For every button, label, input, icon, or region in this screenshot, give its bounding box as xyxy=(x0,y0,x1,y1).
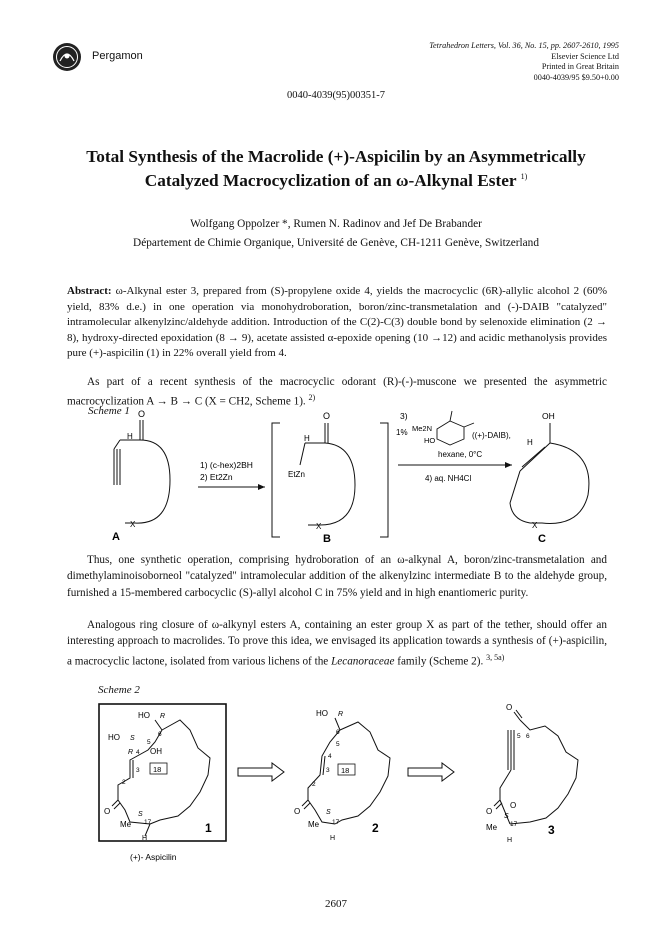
c3-s: S xyxy=(504,813,509,820)
c2-n6: 6 xyxy=(336,729,340,736)
c3-n17: 17 xyxy=(510,821,518,828)
journal-info xyxy=(319,41,619,83)
scheme-1-label-a: A xyxy=(112,531,120,543)
price-line: 0040-4039/95 $9.50+0.00 xyxy=(533,72,619,82)
c3-o-ester: O xyxy=(510,801,517,810)
journal-citation: Tetrahedron Letters, Vol. 36, No. 15, pp. 2607-2610, 1995 xyxy=(429,41,619,50)
abstract-text: ω-Alkynal ester 3, prepared from (S)-propylene oxide 4, yields the macrocyclic (6R)-allylic alcohol 2 (60% yield, 83% d.e.) in one operation via monohydroboration, boron/zinc-transmetalation and (-)-DAIB "catalyzed" intramolecular alkenylzinc/aldehyde addition. Introduction of the C(2)-C(3) double bond by selenoxide elimination (2 → 8), hydroxy-directed epoxidation (8 → 9), acetate assisted α-epoxide opening (10 →12) and acidic methanolysis provides pure (+)-aspicilin (1) in 22% overall yield from 4. xyxy=(67,285,608,360)
scheme-1-conditions: hexane, 0°C xyxy=(438,450,483,459)
c2-ring-size: 18 xyxy=(341,766,350,775)
c1-r-top: R xyxy=(160,713,166,720)
c1-n6: 6 xyxy=(158,731,162,738)
intro-paragraph: As part of a recent synthesis of the macrocyclic odorant (R)-(-)-muscone we presented the asymmetric macrocyclization A → B → C (X = CH2, Scheme 1). $^{2)}$ xyxy=(67,376,607,409)
scheme-1-reagent-oh: HO xyxy=(424,436,436,445)
c2-s: S xyxy=(326,809,331,816)
c2-h: H xyxy=(330,835,336,842)
scheme-1-a-hydrogen: H xyxy=(127,432,133,441)
c3-n5: 5 xyxy=(517,733,521,740)
scheme-1-reagent-amine: Me2N xyxy=(412,424,433,433)
c2-me: Me xyxy=(308,820,320,829)
c3-n6: 6 xyxy=(526,733,530,740)
c2-n4: 4 xyxy=(328,753,332,760)
c1-h: H xyxy=(142,835,148,842)
scheme-1-label-b: B xyxy=(323,533,331,545)
c2-ho: HO xyxy=(316,709,328,718)
c1-s-mid: S xyxy=(130,735,135,742)
c1-o-carbonyl: O xyxy=(104,807,111,816)
c1-r-mid: R xyxy=(128,749,134,756)
paragraph-1: Thus, one synthetic operation, comprising hydroboration of an ω-alkynal A, boron/zinc-transmetalation and dimethylaminoisoborneol "catalyzed" intramolecular addition of the alkenylzinc intermediate B to the aldehyde group, furnished a 15-membered carbocyclic (S)-allyl alcohol C in 75% yield and in high enantiomeric purity. xyxy=(67,554,607,599)
c1-ho-mid: HO xyxy=(108,733,120,742)
paragraph-2: Analogous ring closure of ω-alkynyl esters A, containing an ester group X as part of the tether, should offer an interesting approach to macrolides. To prove this idea, we envisaged its application towards a synthesis of (+)-aspicilin, a macrocyclic lactone, isolated from various lichens of the Lecanoraceae family (Scheme 2). $^{3, 5a)}$ xyxy=(67,619,607,668)
para2-ref: 3, 5a) xyxy=(486,652,505,662)
abstract xyxy=(67,284,607,362)
scheme-1-c-oh: OH xyxy=(542,411,555,421)
c1-ho-top: HO xyxy=(138,711,150,720)
scheme-1-label: Scheme 1 xyxy=(88,405,130,417)
daib-structure-icon xyxy=(437,411,474,445)
c2-o-carbonyl: O xyxy=(294,807,301,816)
intro-ref: 2) xyxy=(308,393,316,403)
scheme-1-cat-percent: 1% xyxy=(396,428,408,437)
compound-3-structure xyxy=(494,710,578,824)
scheme-1 xyxy=(80,405,610,545)
c1-n4: 4 xyxy=(136,749,140,756)
scheme-1-c-x: X xyxy=(532,521,538,530)
publisher-name: Pergamon xyxy=(92,50,143,62)
scheme-1-daib: ((+)-DAIB), xyxy=(472,431,511,440)
scheme-1-step-2: 2) Et2Zn xyxy=(200,472,233,482)
c1-n2: 2 xyxy=(122,779,126,786)
doi: 0040-4039(95)00351-7 xyxy=(287,90,385,101)
c2-n3: 3 xyxy=(326,767,330,774)
scheme-2-arrow-2 xyxy=(408,763,454,781)
c2-n5: 5 xyxy=(336,741,340,748)
compound-2-label: 2 xyxy=(372,821,379,835)
scheme-2-arrow-1 xyxy=(238,763,284,781)
scheme-2-label: Scheme 2 xyxy=(98,684,140,696)
scheme-1-step-4: 4) aq. NH4Cl xyxy=(425,474,472,483)
title-footnote: 1) xyxy=(520,172,528,181)
authors: Wolfgang Oppolzer *, Rumen N. Radinov and Jef De Brabander xyxy=(190,218,482,230)
affiliation: Département de Chimie Organique, Université de Genève, CH-1211 Genève, Switzerland xyxy=(133,237,539,249)
printed-line: Printed in Great Britain xyxy=(541,62,619,71)
c1-s-bottom: S xyxy=(138,811,143,818)
c3-me: Me xyxy=(486,823,498,832)
c3-o-carbonyl: O xyxy=(486,807,493,816)
scheme-2 xyxy=(90,700,610,880)
scheme-1-step-3: 3) xyxy=(400,411,408,421)
scheme-1-step-1: 1) (c-hex)2BH xyxy=(200,460,253,470)
scheme-1-b-oxygen: O xyxy=(323,411,331,421)
page-number: 2607 xyxy=(325,898,347,910)
c2-n2: 2 xyxy=(312,781,316,788)
scheme-1-label-c: C xyxy=(538,533,546,545)
paper-title xyxy=(30,147,642,191)
c1-n3: 3 xyxy=(136,767,140,774)
publisher-line: Elsevier Science Ltd xyxy=(551,51,619,61)
c1-oh: OH xyxy=(150,747,162,756)
pergamon-logo xyxy=(52,42,82,72)
compound-1-label: 1 xyxy=(205,821,212,835)
c3-h: H xyxy=(507,837,513,844)
scheme-1-b-x: X xyxy=(316,522,322,531)
scheme-1-b-etzn: EtZn xyxy=(288,470,305,479)
c1-n5: 5 xyxy=(147,739,151,746)
scheme-1-compound-c-structure xyxy=(510,423,589,523)
compound-3-label: 3 xyxy=(548,823,555,837)
abstract-label: Abstract: xyxy=(67,285,112,297)
scheme-1-compound-a-structure xyxy=(114,420,170,523)
c1-n17: 17 xyxy=(144,819,152,826)
title-line-2: Catalyzed Macrocyclization of an ω-Alkynal Ester $^{1)}$ xyxy=(144,170,528,190)
scheme-1-c-hydrogen: H xyxy=(527,438,533,447)
title-line-1: Total Synthesis of the Macrolide (+)-Aspicilin by an Asymmetrically xyxy=(86,147,586,166)
aspicilin-caption: (+)- Aspicilin xyxy=(130,852,177,862)
c2-r: R xyxy=(338,711,344,718)
c1-me: Me xyxy=(120,820,132,829)
scheme-1-a-x: X xyxy=(130,520,136,529)
c1-ring-size: 18 xyxy=(153,765,162,774)
c3-o-aldehyde: O xyxy=(506,703,513,712)
lichen-family: Lecanoraceae xyxy=(331,655,395,668)
scheme-1-a-oxygen: O xyxy=(138,409,146,419)
scheme-1-compound-b-structure xyxy=(272,423,388,537)
c2-n17: 17 xyxy=(332,819,340,826)
scheme-1-b-hydrogen: H xyxy=(304,434,310,443)
